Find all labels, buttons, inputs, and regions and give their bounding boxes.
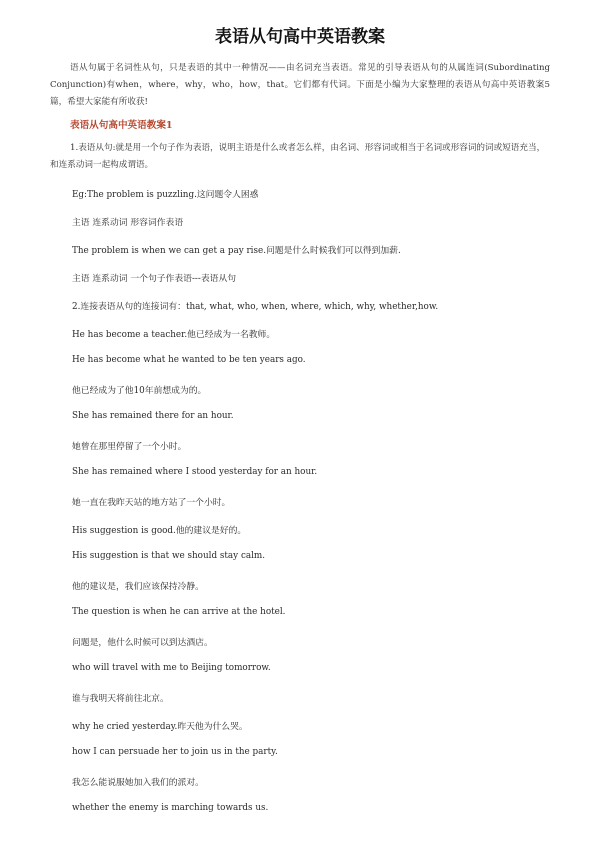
example-line: She has remained there for an hour. bbox=[72, 411, 234, 421]
example-line: why he cried yesterday.昨天他为什么哭。 bbox=[72, 722, 248, 732]
intro-paragraph: 语从句属于名词性从句，只是表语的其中一种情况——由名词充当表语。常见的引导表语从句的从属连词(Subordinating Conjunction)有when，where，why，who，how，that。它们都有代词。下面是小编为大家整理的表语从句高中英语教案5篇，希望大家能有所收获! bbox=[50, 63, 550, 107]
document-title: 表语从句高中英语教案 bbox=[215, 27, 385, 47]
example-line: The problem is when we can get a pay rise.问题是什么时候我们可以得到加薪. bbox=[72, 246, 401, 256]
example-line: 2.连接表语从句的连接词有：that, what, who, when, where, which, why, whether,how. bbox=[72, 302, 439, 312]
section-heading: 表语从句高中英语教案1 bbox=[70, 120, 173, 131]
example-line: 主语 连系动词 形容词作表语 bbox=[72, 218, 184, 228]
example-line: 问题是，他什么时候可以到达酒店。 bbox=[72, 638, 213, 648]
example-line: 她曾在那里停留了一个小时。 bbox=[72, 442, 187, 452]
example-line: whether the enemy is marching towards us. bbox=[72, 803, 269, 813]
example-line: 他已经成为了他10年前想成为的。 bbox=[72, 386, 207, 396]
example-line: His suggestion is good.他的建议是好的。 bbox=[72, 526, 247, 536]
example-line: how I can persuade her to join us in the party. bbox=[72, 747, 278, 757]
example-line: She has remained where I stood yesterday for an hour. bbox=[72, 467, 318, 477]
example-line: He has become what he wanted to be ten years ago. bbox=[72, 355, 306, 365]
example-line: 谁与我明天将前往北京。 bbox=[72, 694, 169, 704]
example-line: 她一直在我昨天站的地方站了一个小时。 bbox=[72, 498, 231, 508]
example-line: The question is when he can arrive at the hotel. bbox=[72, 607, 286, 617]
example-line: 我怎么能说服她加入我们的派对。 bbox=[72, 778, 204, 788]
example-line: He has become a teacher.他已经成为一名教师。 bbox=[72, 330, 276, 340]
example-line: 他的建议是，我们应该保持冷静。 bbox=[72, 582, 204, 592]
definition-paragraph: 1.表语从句:就是用一个句子作为表语，说明主语是什么或者怎么样，由名词、形容词或相当于名词或形容词的词或短语充当，和连系动词一起构成谓语。 bbox=[50, 143, 546, 170]
example-line: 主语 连系动词 一个句子作表语---表语从句 bbox=[72, 274, 237, 284]
example-line: who will travel with me to Beijing tomorrow. bbox=[72, 663, 271, 673]
example-line: His suggestion is that we should stay calm. bbox=[72, 551, 266, 561]
example-line: Eg:The problem is puzzling.这问题令人困惑 bbox=[72, 190, 259, 200]
